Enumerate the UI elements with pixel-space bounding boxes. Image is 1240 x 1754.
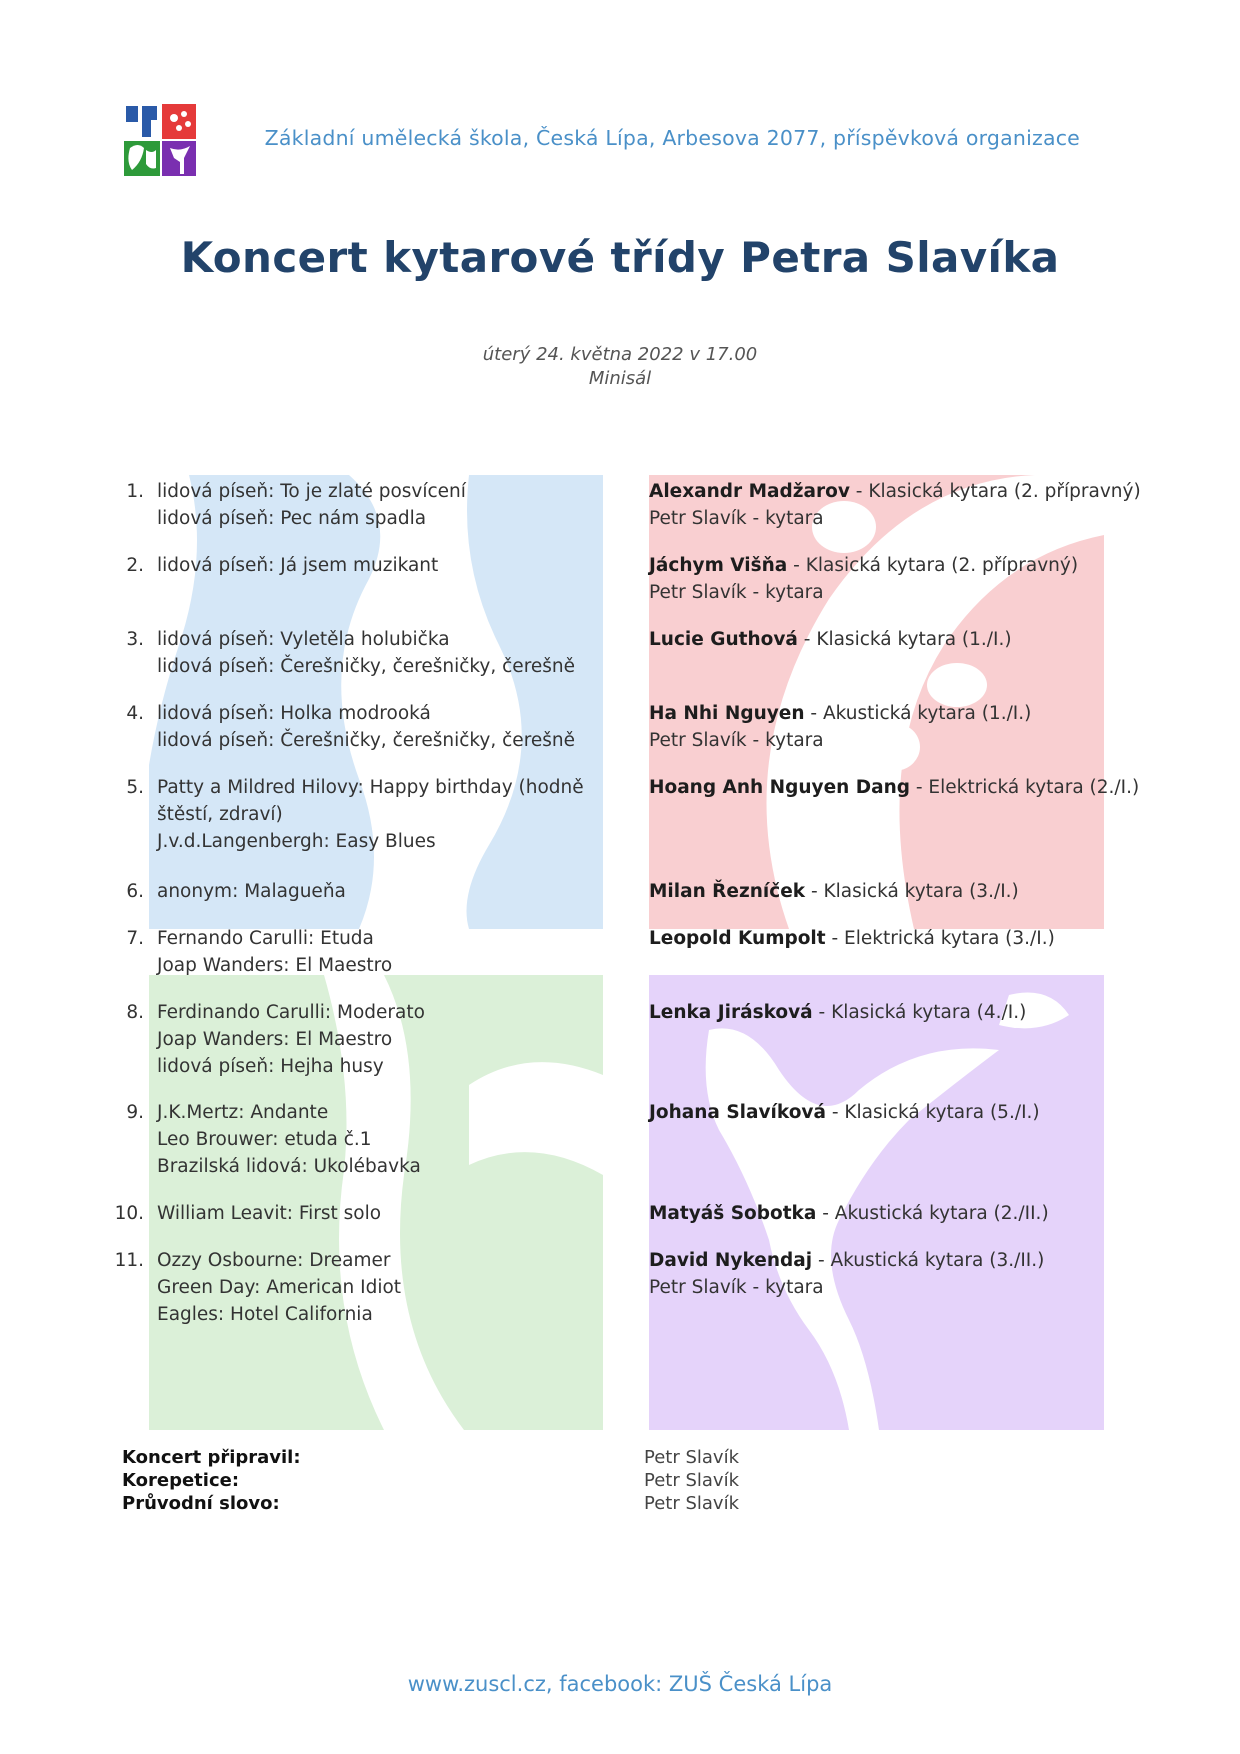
item-number: 1.: [126, 481, 144, 502]
performer-instrument: - Elektrická kytara (3./I.): [825, 928, 1055, 949]
piece-list: [157, 999, 642, 1080]
piece-title: lidová píseň: Hejha husy: [157, 1056, 384, 1077]
performer-instrument: - Klasická kytara (3./I.): [805, 881, 1019, 902]
performer: [649, 1099, 1119, 1126]
performer: [649, 878, 1119, 905]
piece-title: William Leavit: First solo: [157, 1203, 382, 1224]
school-logo: [124, 104, 198, 176]
performer: [649, 626, 1119, 653]
performer: [649, 999, 1119, 1026]
performer-name: Jáchym Višňa: [649, 555, 788, 576]
performer-instrument: - Klasická kytara (4./I.): [812, 1002, 1027, 1023]
performer-name: Ha Nhi Nguyen: [649, 703, 805, 724]
piece-title: J.v.d.Langenbergh: Easy Blues: [157, 831, 436, 852]
item-number: 11.: [114, 1250, 144, 1271]
item-number: 9.: [126, 1102, 144, 1123]
piece-list: [157, 1099, 642, 1180]
performer-instrument: - Elektrická kytara (2./I.): [910, 777, 1140, 798]
performer-instrument: - Klasická kytara (2. přípravný): [849, 481, 1141, 502]
piece-title: lidová píseň: Pec nám spadla: [157, 508, 427, 529]
performer-instrument: - Klasická kytara (2. přípravný): [787, 555, 1079, 576]
piece-list: [157, 552, 642, 579]
accompanist: Petr Slavík - kytara: [649, 508, 824, 529]
credit-label: Koncert připravil:: [122, 1447, 301, 1468]
item-number: 4.: [126, 703, 144, 724]
performer-name: David Nykendaj: [649, 1250, 813, 1271]
piece-list: [157, 878, 642, 905]
piece-list: [157, 925, 642, 979]
piece-title: J.K.Mertz: Andante: [157, 1102, 329, 1123]
page-title: Koncert kytarové třídy Petra Slavíka: [180, 233, 1060, 282]
item-number: 7.: [126, 928, 144, 949]
piece-title: Patty a Mildred Hilovy: Happy birthday (hodně štěstí, zdraví): [157, 777, 584, 825]
performer: [649, 700, 1119, 754]
performer-name: Matyáš Sobotka: [649, 1203, 817, 1224]
piece-list: [157, 478, 642, 532]
performer-instrument: - Akustická kytara (3./II.): [812, 1250, 1045, 1271]
piece-title: Joap Wanders: El Maestro: [157, 1029, 393, 1050]
performer-name: Alexandr Madžarov: [649, 481, 850, 502]
item-number: 10.: [114, 1203, 144, 1224]
performer-instrument: - Akustická kytara (1./I.): [804, 703, 1032, 724]
piece-title: lidová píseň: Já jsem muzikant: [157, 555, 439, 576]
performer-instrument: - Klasická kytara (1./I.): [797, 629, 1012, 650]
item-number: 3.: [126, 629, 144, 650]
piece-title: lidová píseň: To je zlaté posvícení: [157, 481, 466, 502]
accompanist: Petr Slavík - kytara: [649, 1277, 824, 1298]
performer-name: Lenka Jirásková: [649, 1002, 813, 1023]
performer-name: Hoang Anh Nguyen Dang: [649, 777, 910, 798]
piece-list: [157, 626, 642, 680]
accompanist: Petr Slavík - kytara: [649, 730, 824, 751]
credit-value: Petr Slavík: [644, 1470, 740, 1491]
piece-title: Ozzy Osbourne: Dreamer: [157, 1250, 391, 1271]
performer: [649, 925, 1119, 952]
credit-label: Korepetice:: [122, 1470, 240, 1491]
piece-list: [157, 1200, 642, 1227]
piece-list: [157, 774, 642, 855]
credit-value: Petr Slavík: [644, 1447, 740, 1468]
item-number: 5.: [126, 777, 144, 798]
event-date: úterý 24. května 2022 v 17.00: [482, 344, 758, 365]
performer: [649, 478, 1141, 532]
event-venue: Minisál: [588, 368, 652, 389]
piece-title: Leo Brouwer: etuda č.1: [157, 1129, 372, 1150]
piece-list: [157, 700, 642, 754]
performer: [649, 1200, 1119, 1227]
item-number: 6.: [126, 881, 144, 902]
performer-instrument: - Akustická kytara (2./II.): [816, 1203, 1049, 1224]
item-number: 2.: [126, 555, 144, 576]
event-info: [0, 343, 1240, 391]
performer-name: Leopold Kumpolt: [649, 928, 826, 949]
piece-title: Eagles: Hotel California: [157, 1304, 373, 1325]
piece-title: lidová píseň: Čerešničky, čerešničky, čerešně: [157, 730, 576, 751]
performer-instrument: - Klasická kytara (5./I.): [825, 1102, 1040, 1123]
piece-title: Fernando Carulli: Etuda: [157, 928, 374, 949]
piece-list: [157, 1247, 642, 1328]
piece-title: Ferdinando Carulli: Moderato: [157, 1002, 425, 1023]
piece-title: lidová píseň: Čerešničky, čerešničky, čerešně: [157, 656, 576, 677]
credit-value: Petr Slavík: [644, 1493, 740, 1514]
performer-name: Johana Slavíková: [649, 1102, 826, 1123]
school-name: Základní umělecká škola, Česká Lípa, Arbesova 2077, příspěvková organizace: [264, 126, 1080, 150]
footer-links: www.zuscl.cz, facebook: ZUŠ Česká Lípa: [407, 1672, 833, 1696]
piece-title: Joap Wanders: El Maestro: [157, 955, 393, 976]
piece-title: lidová píseň: Holka modrooká: [157, 703, 431, 724]
accompanist: Petr Slavík - kytara: [649, 582, 824, 603]
piece-title: Brazilská lidová: Ukolébavka: [157, 1156, 421, 1177]
piece-title: anonym: Malagueňa: [157, 881, 346, 902]
piece-title: Green Day: American Idiot: [157, 1277, 402, 1298]
performer-name: Lucie Guthová: [649, 629, 798, 650]
performer-name: Milan Řezníček: [649, 881, 806, 902]
performer: [649, 774, 1140, 801]
item-number: 8.: [126, 1002, 144, 1023]
credit-label: Průvodní slovo:: [122, 1493, 280, 1514]
piece-title: lidová píseň: Vyletěla holubička: [157, 629, 450, 650]
performer: [649, 552, 1119, 606]
performer: [649, 1247, 1119, 1301]
